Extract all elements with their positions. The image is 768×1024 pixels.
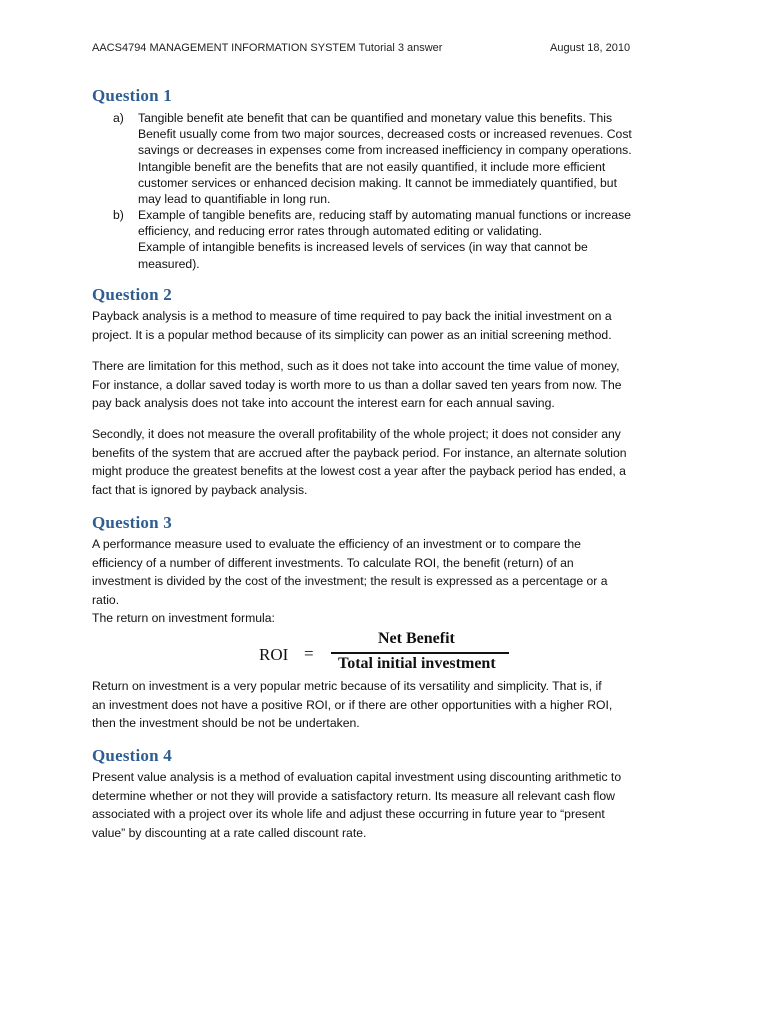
text-line: Example of intangible benefits is increased levels of services (in way that cannot be <box>138 240 588 255</box>
text-line: determine whether or not they will provide a satisfactory return. Its measure all relevant cash flow <box>92 788 615 803</box>
text-line: Benefit usually come from two major sources, decreased costs or increased revenues. Cost <box>138 127 632 142</box>
question-2-paragraph-1 <box>92 307 670 344</box>
item-b-body <box>138 207 670 272</box>
list-marker-b: b) <box>113 208 124 222</box>
text-line: investment is divided by the cost of the investment; the result is expressed as a percentage or a <box>92 574 608 589</box>
text-line: might produce the greatest benefits at the lowest cost a year after the payback period has ended, a <box>92 464 626 479</box>
question-1-heading: Question 1 <box>92 86 172 105</box>
text-line: an investment does not have a positive ROI, or if there are other opportunities with a higher ROI, <box>92 697 613 712</box>
question-3-heading: Question 3 <box>92 513 172 532</box>
header-date: August 18, 2010 <box>550 42 631 54</box>
formula-equals: = <box>304 644 314 663</box>
formula-lhs: ROI <box>259 645 289 664</box>
roi-formula <box>258 630 518 676</box>
text-line: efficiency of a number of different investments. To calculate ROI, the benefit (return) of an <box>92 555 574 570</box>
text-line: customer services or enhanced decision making. It cannot be immediately quantified, but <box>138 175 617 190</box>
formula-denominator: Total initial investment <box>338 655 496 672</box>
fraction-bar <box>331 652 509 654</box>
question-1-item-a <box>113 110 670 207</box>
text-line: Payback analysis is a method to measure of time required to pay back the initial investment on a <box>92 309 612 323</box>
text-line: fact that is ignored by payback analysis. <box>92 482 308 497</box>
formula-numerator: Net Benefit <box>378 630 455 647</box>
text-line: efficiency, and reducing error rates through automated editing or validating. <box>138 224 543 239</box>
text-line: associated with a project over its whole life and adjust these occurring in future year to “present <box>92 807 605 822</box>
page-header <box>92 42 672 54</box>
header-title: AACS4794 MANAGEMENT INFORMATION SYSTEM Tutorial 3 answer <box>92 42 443 54</box>
text-line: Secondly, it does not measure the overall profitability of the whole project; it does not consider any <box>92 427 621 441</box>
item-a-body <box>138 110 670 207</box>
text-line: A performance measure used to evaluate the efficiency of an investment or to compare the <box>92 537 581 551</box>
question-4-paragraph-1 <box>92 768 670 842</box>
text-line: may lead to quantifiable in long run. <box>138 192 331 207</box>
text-line: pay back analysis does not take into account the interest earn for each annual saving. <box>92 396 555 411</box>
question-2-heading: Question 2 <box>92 285 172 304</box>
question-4-heading: Question 4 <box>92 746 172 765</box>
text-line: Present value analysis is a method of evaluation capital investment using discounting arithmetic to <box>92 770 622 784</box>
text-line: measured). <box>138 256 200 271</box>
text-line: There are limitation for this method, such as it does not take into account the time value of money, <box>92 359 620 373</box>
text-line: savings or decreases in expenses come from increased inefficiency in company operations. <box>138 143 632 158</box>
text-line: benefits of the system that are accrued after the payback period. For instance, an alternate solution <box>92 445 627 460</box>
question-1-item-b <box>113 207 670 272</box>
text-line: Example of tangible benefits are, reducing staff by automating manual functions or increase <box>138 208 631 222</box>
question-3-paragraph-1 <box>92 535 670 628</box>
text-line: value” by discounting at a rate called discount rate. <box>92 825 367 840</box>
text-line: then the investment should be not be undertaken. <box>92 716 360 731</box>
text-line: For instance, a dollar saved today is worth more to us than a dollar saved ten years from now. The <box>92 377 622 392</box>
list-marker-a: a) <box>113 111 124 125</box>
text-line: ratio. <box>92 592 120 607</box>
text-line: Tangible benefit ate benefit that can be quantified and monetary value this benefits. This <box>138 111 613 125</box>
question-3-paragraph-2 <box>92 677 670 733</box>
text-line: project. It is a popular method because of its simplicity can power as an initial screening method. <box>92 327 612 342</box>
question-2-paragraph-2 <box>92 357 670 413</box>
text-line: Intangible benefit are the benefits that are not easily quantified, it include more efficient <box>138 159 606 174</box>
question-2-paragraph-3 <box>92 425 670 499</box>
text-line: Return on investment is a very popular metric because of its versatility and simplicity. That is, if <box>92 679 602 693</box>
text-line: The return on investment formula: <box>92 611 275 626</box>
